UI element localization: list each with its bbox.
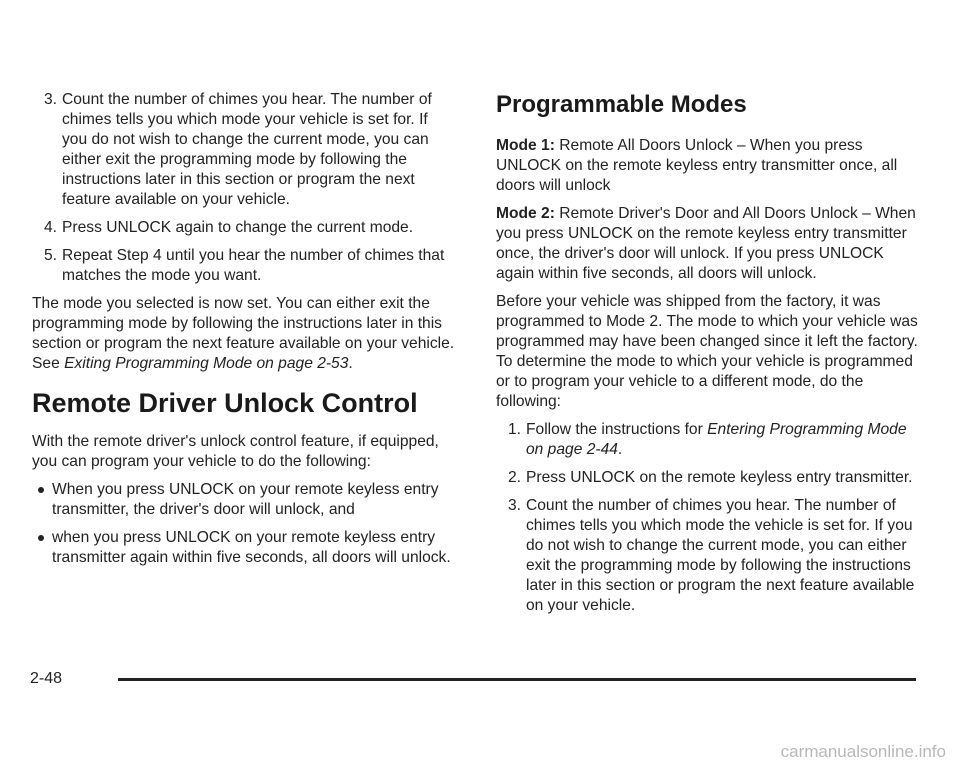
right-column xyxy=(496,90,921,624)
page-number: 2-48 xyxy=(30,670,63,687)
feature-bullet-list xyxy=(32,480,457,568)
paragraph-end: . xyxy=(348,355,353,372)
section-heading-remote-driver-unlock: Remote Driver Unlock Control xyxy=(32,388,418,418)
step-item xyxy=(496,468,921,488)
mode-1-text: Remote All Doors Unlock – When you press UNLOCK on the remote keyless entry transmitter once, all doors will unlock xyxy=(496,137,898,194)
step-item xyxy=(496,496,921,616)
left-column xyxy=(32,90,457,576)
footer-divider xyxy=(118,678,916,681)
steps-list-continued xyxy=(32,90,457,286)
step-number: 2. xyxy=(508,469,522,486)
mode-2-label: Mode 2: xyxy=(496,205,555,222)
step-number: 4. xyxy=(44,219,58,236)
paragraph-text: The mode you selected is now set. You can either exit the programming mode by following the instructions later in this section or program the next feature available on your vehicle. See xyxy=(32,295,455,372)
bullet-icon xyxy=(38,535,44,541)
step-item xyxy=(32,218,457,238)
step-item xyxy=(32,246,457,286)
step-number: 3. xyxy=(44,91,58,108)
mode-2-text: Remote Driver's Door and All Doors Unlock – When you press UNLOCK on the remote keyless entry transmitter once, the driver's door will unlock. If you press UNLOCK again within five seconds, all doors will unlock. xyxy=(496,205,916,282)
cross-reference-link[interactable]: Exiting Programming Mode on page 2-53 xyxy=(64,355,349,372)
mode-1-label: Mode 1: xyxy=(496,137,555,154)
remote-unlock-intro: With the remote driver's unlock control feature, if equipped, you can program your vehicle to do the following: xyxy=(32,433,439,470)
mode-2-paragraph xyxy=(496,204,921,284)
step-text: Repeat Step 4 until you hear the number of chimes that matches the mode you want. xyxy=(62,247,445,284)
step-text: Count the number of chimes you hear. The number of chimes tells you which mode your vehicle is set for. If you do not wish to change the current mode, you can either exit the programming mode by following the instructions later in this section or program the next feature available on your vehicle. xyxy=(62,91,432,208)
step-number: 3. xyxy=(508,497,522,514)
bullet-icon xyxy=(38,487,44,493)
step-item xyxy=(496,420,921,460)
section-heading-programmable-modes: Programmable Modes xyxy=(496,91,747,118)
bullet-item xyxy=(32,480,457,520)
mode-1-paragraph xyxy=(496,136,921,196)
steps-list xyxy=(496,420,921,616)
step-number: 5. xyxy=(44,247,58,264)
step-text: Press UNLOCK again to change the current mode. xyxy=(62,219,414,236)
bullet-text: when you press UNLOCK on your remote keyless entry transmitter again within five seconds, all doors will unlock. xyxy=(52,529,451,566)
factory-mode-paragraph: Before your vehicle was shipped from the factory, it was programmed to Mode 2. The mode to which your vehicle was programmed may have been changed since it left the factory. To determine the mode to which your vehicle is programmed or to program your vehicle to a different mode, do the following: xyxy=(496,293,918,410)
bullet-text: When you press UNLOCK on your remote keyless entry transmitter, the driver's door will unlock, and xyxy=(52,481,439,518)
step-item xyxy=(32,90,457,210)
step-text: Follow the instructions for xyxy=(526,421,708,438)
step-number: 1. xyxy=(508,421,522,438)
step-text: Count the number of chimes you hear. The number of chimes tells you which mode the vehicle is set for. If you do not wish to change the current mode, you can either exit the programming mode by following the instructions later in this section or program the next feature available on your vehicle. xyxy=(526,497,915,614)
mode-set-paragraph xyxy=(32,294,457,374)
watermark: carmanualsonline.info xyxy=(780,742,946,761)
cross-reference-link[interactable]: Entering Programming Mode on page 2-44 xyxy=(526,421,907,458)
bullet-item xyxy=(32,528,457,568)
step-text: Press UNLOCK on the remote keyless entry transmitter. xyxy=(526,469,913,486)
step-end: . xyxy=(617,441,623,458)
